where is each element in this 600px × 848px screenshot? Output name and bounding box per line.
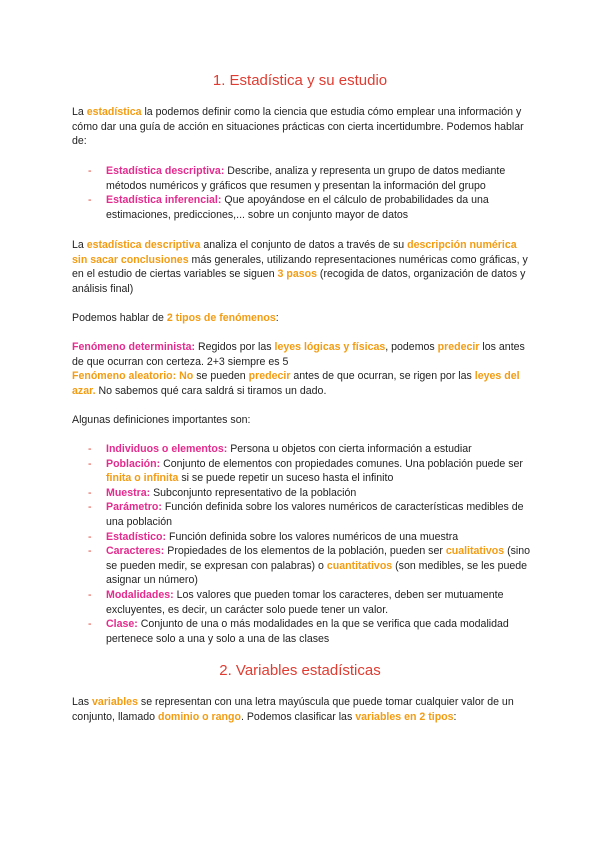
section2-title: 2. Variables estadísticas [219, 662, 381, 679]
term: Estadística descriptiva: [106, 165, 225, 177]
types-list [72, 164, 532, 222]
term: Población: [106, 457, 161, 470]
highlight: dominio o rango [157, 710, 241, 723]
descriptive-paragraph [72, 238, 532, 296]
list-item [72, 164, 532, 193]
text: Las [72, 696, 93, 708]
list-item [72, 486, 532, 501]
highlight: cuantitativos [326, 559, 393, 572]
highlight: predecir [248, 370, 291, 382]
text: Persona u objetos con cierta información a estudiar [227, 443, 472, 455]
list-item [72, 457, 532, 486]
section1-title: 1. Estadística y su estudio [212, 72, 388, 89]
term: Clase: [106, 618, 138, 631]
text: (sino se pueden medir, se expresan con palabras) o [106, 545, 531, 572]
list-item [72, 442, 532, 457]
variables-paragraph [72, 695, 532, 724]
highlight: 3 pasos [277, 268, 317, 281]
text: . Podemos clasificar las [240, 710, 356, 723]
definitions-intro: Algunas definiciones importantes son: [72, 414, 251, 426]
text: (recogida de datos, organización de datos y análisis final) [72, 268, 526, 295]
text: : [453, 710, 457, 723]
text: Función definida sobre los valores numéricos de características medibles de una población [106, 501, 524, 528]
text: la podemos definir como la ciencia que estudia cómo emplear una información y cómo dar una guía de acción en situaciones prácticas con cierta incertidumbre. Podemos hablar de: [72, 106, 524, 148]
term: Modalidades: [106, 588, 174, 601]
term: Muestra: [106, 486, 151, 499]
term-estadistica: estadística [86, 106, 142, 118]
list-item [72, 193, 532, 222]
text: si se puede repetir un suceso hasta el infinito [178, 472, 394, 485]
highlight: variables en 2 tipos [355, 710, 454, 723]
highlight: cualitativos [445, 545, 505, 558]
deterministic-paragraph [72, 340, 532, 369]
highlight: leyes lógicas y físicas [274, 341, 386, 353]
text: No sabemos qué cara saldrá si tiramos un dado. [95, 384, 327, 397]
text: se representan con una letra mayúscula que puede tomar cualquier valor de un conjunto, llamado [72, 696, 514, 723]
highlight: No [179, 370, 194, 382]
term: Caracteres: [106, 545, 165, 558]
phenomena-intro [72, 311, 532, 326]
text: Propiedades de los elementos de la población, pueden ser [164, 545, 446, 558]
text: Podemos hablar de [72, 312, 167, 324]
term: Parámetro: [106, 501, 162, 514]
text: La [72, 239, 87, 251]
highlight: finita o infinita [106, 472, 179, 485]
text: antes de que ocurran, se rigen por las [290, 370, 475, 382]
text: Conjunto de una o más modalidades en la que se verifica que cada modalidad pertenece solo a una y solo a una de las clases [106, 618, 509, 645]
list-item [72, 588, 532, 617]
term: Individuos o elementos: [106, 443, 228, 455]
term: Estadística inferencial: [106, 194, 222, 207]
highlight: estadística descriptiva [86, 239, 201, 251]
text: más generales, utilizando representaciones numéricas como gráficas, y en el estudio de ciertas variables se siguen [72, 253, 528, 281]
highlight: 2 tipos de fenómenos [166, 312, 276, 324]
text: Que apoyándose en el cálculo de probabilidades da una estimaciones, predicciones,... sobre un conjunto mayor de datos [106, 194, 489, 221]
list-item [72, 500, 532, 529]
term: Estadístico: [106, 530, 167, 543]
text: , podemos [385, 341, 438, 353]
text: analiza el conjunto de datos a través de su [200, 239, 408, 251]
highlight: leyes del azar. [72, 370, 520, 397]
list-item [72, 530, 532, 545]
text: Los valores que pueden tomar los caracteres, deben ser mutuamente excluyentes, es decir, un carácter solo puede tener un valor. [106, 588, 504, 616]
text: Conjunto de elementos con propiedades comunes. Una población puede ser [160, 457, 523, 470]
intro-paragraph [72, 105, 532, 149]
term: Fenómeno aleatorio: [72, 370, 177, 382]
random-paragraph [72, 369, 532, 398]
list-item [72, 617, 532, 646]
text: La [72, 106, 87, 118]
list-item [72, 544, 532, 588]
text: Regidos por las [195, 341, 275, 353]
definitions-list [72, 442, 532, 646]
highlight: variables [92, 696, 138, 708]
text: Subconjunto representativo de la población [150, 486, 357, 499]
text: : [275, 312, 279, 324]
text: Describe, analiza y representa un grupo de datos mediante métodos numéricos y gráficos que resumen y presentan la información del grupo [106, 165, 506, 192]
term: Fenómeno determinista: [72, 341, 196, 353]
text: (son medibles, se les puede asignar un número) [106, 559, 528, 587]
text: Función definida sobre los valores numéricos de una muestra [166, 530, 459, 543]
highlight: predecir [437, 341, 480, 353]
text: los antes de que ocurran con certeza. 2+3 siempre es 5 [72, 341, 525, 368]
text: se pueden [193, 370, 249, 382]
highlight: descripción numérica sin sacar conclusiones [72, 239, 517, 266]
